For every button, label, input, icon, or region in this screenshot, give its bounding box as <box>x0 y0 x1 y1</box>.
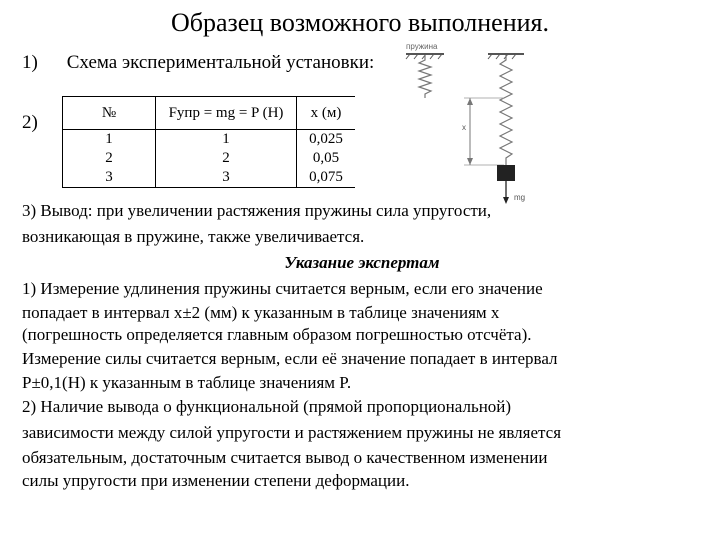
instruction-line: обязательным, достаточным считается вывод о качественном изменении <box>22 448 548 467</box>
instruction-line: P±0,1(H) к указанным в таблице значениям P. <box>22 373 352 392</box>
header-number: № <box>63 97 156 130</box>
item-1-number: 1) <box>22 52 38 73</box>
cell-extension: 0,05 <box>312 150 340 166</box>
spring-long <box>500 55 512 165</box>
instruction-line: 1) Измерение удлинения пружины считается верным, если его значение <box>22 279 543 298</box>
arrow-head-down-icon <box>467 158 473 165</box>
instruction-line: попадает в интервал x±2 (мм) к указанным в таблице значениям x <box>22 303 500 322</box>
cell-number: 2 <box>63 149 156 168</box>
cell-extension: 0,025 <box>309 131 343 147</box>
header-force: Fупр = mg = P (H) <box>156 97 297 130</box>
instruction-line: 2) Наличие вывода о функциональной (прямой пропорциональной) <box>22 397 512 416</box>
conclusion-line: 3) Вывод: при увеличении растяжения пружины сила упругости, <box>22 201 492 220</box>
cell-number: 1 <box>63 130 156 150</box>
header-extension: x (м) <box>297 97 356 130</box>
instruction-line: (погрешность определяется главным образом погрешностью отсчёта). <box>22 325 532 344</box>
instruction-line: Измерение силы считается верным, если её значение попадает в интервал <box>22 349 558 368</box>
table-row <box>63 168 356 188</box>
weight-block <box>497 165 515 181</box>
item-2-number: 2) <box>22 112 38 133</box>
arrow-head-up-icon <box>467 98 473 105</box>
item-1-text: Схема экспериментальной установки: <box>66 52 375 73</box>
force-label: mg <box>514 193 526 202</box>
body-text <box>22 198 702 492</box>
cell-force: 2 <box>156 149 297 168</box>
cell-force: 3 <box>156 168 297 188</box>
spring-label: пружина <box>406 42 438 51</box>
spring-short <box>419 55 431 98</box>
cell-extension: 0,075 <box>297 168 356 188</box>
item-1 <box>22 52 374 74</box>
table-row <box>63 149 356 168</box>
spring-setup-figure <box>400 40 550 210</box>
cell-number: 3 <box>63 168 156 188</box>
instruction-line: зависимости между силой упругости и растяжением пружины не является <box>22 423 562 442</box>
conclusion-line: возникающая в пружине, также увеличивается. <box>22 227 365 246</box>
results-table <box>62 96 355 188</box>
table-header-row <box>63 97 356 130</box>
cell-force: 1 <box>156 130 297 150</box>
expert-heading: Указание экспертам <box>284 253 440 272</box>
instruction-line: силы упругости при изменении степени деформации. <box>22 471 410 490</box>
extension-label: x <box>462 123 466 132</box>
table-row <box>63 130 356 150</box>
page-title: Образец возможного выполнения. <box>170 8 549 37</box>
